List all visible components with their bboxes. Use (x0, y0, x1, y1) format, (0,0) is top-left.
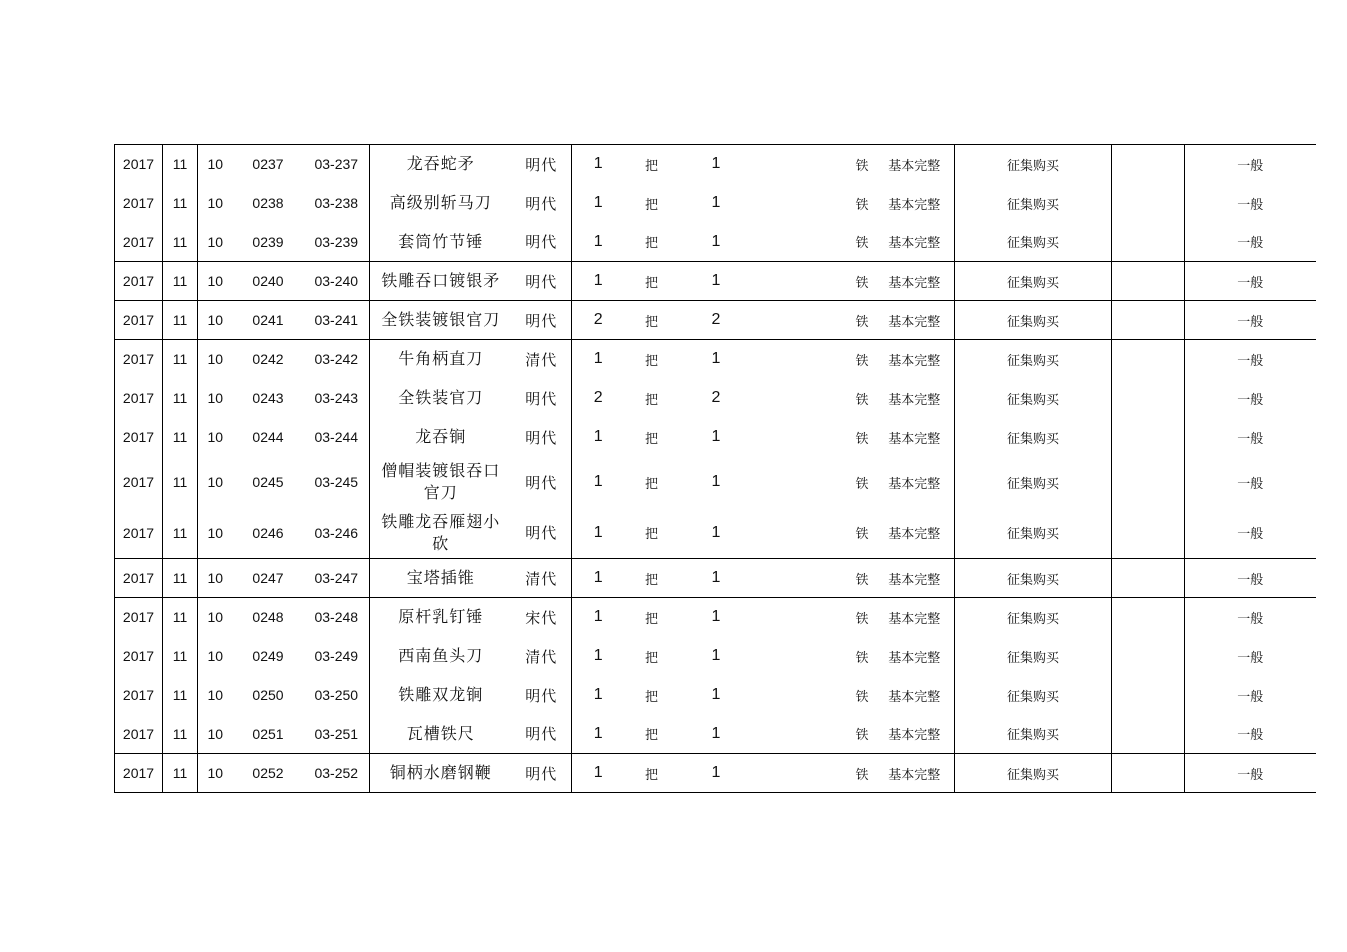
code-cell: 03-245 (314, 474, 359, 490)
grade-cell: 一般 (1185, 301, 1316, 340)
month-cell: 11 (163, 418, 198, 457)
spacer-cell (754, 262, 850, 301)
quantity-cell: 1 (572, 145, 625, 184)
dynasty-cell: 清代 (512, 340, 572, 379)
condition-cell: 基本完整 (875, 559, 955, 598)
code-cell: 03-237 (304, 145, 370, 184)
seq-cell: 0249 (252, 648, 284, 664)
condition-cell: 基本完整 (875, 598, 955, 637)
table-body (115, 145, 1316, 793)
spacer-cell (754, 559, 850, 598)
grade-cell: 一般 (1185, 457, 1316, 508)
year-cell: 2017 (115, 301, 163, 340)
material-cell: 铁 (855, 650, 869, 666)
quantity-cell: 2 (572, 379, 625, 418)
quantity-cell: 1 (572, 559, 625, 598)
dynasty-cell: 明代 (525, 725, 558, 744)
table-row (115, 598, 1316, 637)
code-cell: 03-238 (314, 195, 359, 211)
day-cell: 10 (198, 184, 233, 223)
inventory-sheet (114, 144, 1315, 793)
unit-cell: 把 (644, 650, 658, 666)
spacer-cell (754, 676, 850, 715)
grade-cell: 一般 (1185, 262, 1316, 301)
spacer-cell (754, 379, 850, 418)
name-cell: 铁雕吞口镀银矛 (370, 262, 512, 301)
seq-cell: 0239 (252, 233, 284, 250)
seq-cell: 0250 (252, 687, 284, 703)
condition-cell: 基本完整 (888, 392, 941, 408)
table-row (115, 340, 1316, 379)
spacer-cell (754, 223, 850, 262)
month-cell: 11 (163, 598, 198, 637)
quantity-cell: 1 (572, 715, 625, 754)
table-row (115, 262, 1316, 301)
month-cell: 11 (163, 301, 198, 340)
material-cell: 铁 (855, 728, 869, 744)
year-cell: 2017 (115, 184, 163, 223)
year-cell: 2017 (115, 457, 163, 508)
code-cell: 03-239 (314, 233, 359, 250)
condition-cell: 基本完整 (875, 145, 955, 184)
note-cell (1112, 145, 1185, 184)
seq-cell: 0252 (233, 754, 304, 793)
code-cell: 03-243 (314, 390, 359, 406)
month-cell: 11 (163, 340, 198, 379)
name-cell: 套筒竹节锤 (370, 223, 512, 262)
table-row (115, 637, 1316, 676)
note-cell (1112, 301, 1185, 340)
quantity-cell: 1 (572, 598, 625, 637)
year-cell: 2017 (115, 715, 163, 754)
name-cell: 僧帽装镀银吞口官刀 (370, 457, 512, 508)
condition-cell: 基本完整 (888, 527, 941, 543)
source-cell: 征集购买 (955, 262, 1112, 301)
seq-cell: 0242 (233, 340, 304, 379)
count-cell: 1 (679, 262, 754, 301)
grade-cell: 一般 (1185, 598, 1316, 637)
day-cell: 10 (198, 598, 233, 637)
seq-cell: 0245 (252, 474, 284, 490)
name-cell: 铁雕龙吞雁翅小砍 (370, 508, 512, 559)
unit-cell: 把 (625, 598, 679, 637)
material-cell: 铁 (855, 431, 869, 447)
material-cell: 铁 (850, 340, 875, 379)
source-cell: 征集购买 (955, 418, 1112, 457)
quantity-cell: 1 (572, 184, 625, 223)
table-row (115, 676, 1316, 715)
count-cell: 1 (679, 598, 754, 637)
count-cell: 1 (679, 145, 754, 184)
grade-cell: 一般 (1185, 676, 1316, 715)
seq-cell: 0241 (233, 301, 304, 340)
source-cell: 征集购买 (955, 754, 1112, 793)
material-cell: 铁 (850, 145, 875, 184)
quantity-cell: 1 (572, 340, 625, 379)
spacer-cell (754, 715, 850, 754)
spacer-cell (754, 340, 850, 379)
spacer-cell (754, 598, 850, 637)
material-cell: 铁 (855, 476, 869, 492)
name-cell: 龙吞蛇矛 (370, 145, 512, 184)
day-cell: 10 (198, 508, 233, 559)
source-cell: 征集购买 (955, 145, 1112, 184)
seq-cell: 0246 (252, 524, 284, 541)
name-cell: 铁雕双龙锏 (370, 676, 512, 715)
year-cell: 2017 (115, 418, 163, 457)
dynasty-cell: 明代 (525, 686, 558, 705)
quantity-cell: 1 (572, 754, 625, 793)
month-cell: 11 (163, 145, 198, 184)
code-cell: 03-249 (314, 648, 359, 664)
material-cell: 铁 (850, 301, 875, 340)
unit-cell: 把 (644, 689, 658, 705)
spacer-cell (754, 457, 850, 508)
code-cell: 03-242 (304, 340, 370, 379)
source-cell: 征集购买 (955, 301, 1112, 340)
grade-cell: 一般 (1185, 145, 1316, 184)
day-cell: 10 (198, 418, 233, 457)
day-cell: 10 (198, 145, 233, 184)
count-cell: 1 (679, 754, 754, 793)
grade-cell: 一般 (1185, 559, 1316, 598)
condition-cell: 基本完整 (888, 728, 941, 744)
year-cell: 2017 (115, 223, 163, 262)
grade-cell: 一般 (1185, 418, 1316, 457)
count-cell: 1 (711, 647, 721, 664)
name-cell: 原杆乳钉锤 (370, 598, 512, 637)
code-cell: 03-240 (304, 262, 370, 301)
table-row (115, 715, 1316, 754)
code-cell: 03-247 (304, 559, 370, 598)
grade-cell: 一般 (1185, 340, 1316, 379)
note-cell (1112, 754, 1185, 793)
code-cell: 03-241 (304, 301, 370, 340)
year-cell: 2017 (115, 340, 163, 379)
table-row (115, 379, 1316, 418)
year-cell: 2017 (115, 598, 163, 637)
condition-cell: 基本完整 (875, 340, 955, 379)
condition-cell: 基本完整 (888, 476, 941, 492)
unit-cell: 把 (625, 754, 679, 793)
dynasty-cell: 明代 (525, 524, 558, 543)
year-cell: 2017 (115, 637, 163, 676)
year-cell: 2017 (115, 754, 163, 793)
unit-cell: 把 (644, 728, 658, 744)
condition-cell: 基本完整 (875, 262, 955, 301)
name-cell: 瓦槽铁尺 (370, 715, 512, 754)
day-cell: 10 (198, 223, 233, 262)
grade-cell: 一般 (1185, 184, 1316, 223)
month-cell: 11 (163, 457, 198, 508)
seq-cell: 0248 (233, 598, 304, 637)
material-cell: 铁 (855, 236, 869, 252)
table-row (115, 754, 1316, 793)
dynasty-cell: 明代 (512, 754, 572, 793)
note-cell (1112, 262, 1185, 301)
material-cell: 铁 (850, 598, 875, 637)
spacer-cell (754, 145, 850, 184)
seq-cell: 0244 (252, 429, 284, 445)
year-cell: 2017 (115, 145, 163, 184)
day-cell: 10 (198, 637, 233, 676)
quantity-cell: 1 (572, 457, 625, 508)
dynasty-cell: 清代 (512, 559, 572, 598)
dynasty-cell: 明代 (525, 233, 558, 252)
name-cell: 全铁装镀银官刀 (370, 301, 512, 340)
unit-cell: 把 (625, 340, 679, 379)
source-cell: 征集购买 (955, 184, 1112, 223)
source-cell: 征集购买 (955, 379, 1112, 418)
seq-cell: 0243 (252, 390, 284, 406)
note-cell (1112, 184, 1185, 223)
month-cell: 11 (163, 262, 198, 301)
material-cell: 铁 (850, 262, 875, 301)
spacer-cell (754, 418, 850, 457)
quantity-cell: 1 (572, 418, 625, 457)
day-cell: 10 (198, 379, 233, 418)
count-cell: 1 (711, 523, 721, 541)
material-cell: 铁 (855, 689, 869, 705)
day-cell: 10 (198, 559, 233, 598)
count-cell: 1 (711, 724, 721, 742)
source-cell: 征集购买 (955, 715, 1112, 754)
material-cell: 铁 (855, 197, 869, 213)
unit-cell: 把 (625, 262, 679, 301)
spacer-cell (754, 301, 850, 340)
day-cell: 10 (198, 301, 233, 340)
count-cell: 2 (679, 301, 754, 340)
source-cell: 征集购买 (955, 676, 1112, 715)
name-cell: 高级别斩马刀 (370, 184, 512, 223)
unit-cell: 把 (644, 527, 658, 543)
day-cell: 10 (198, 676, 233, 715)
table-row (115, 145, 1316, 184)
count-cell: 1 (711, 428, 721, 445)
material-cell: 铁 (850, 559, 875, 598)
unit-cell: 把 (644, 476, 658, 492)
condition-cell: 基本完整 (888, 650, 941, 666)
note-cell (1112, 340, 1185, 379)
day-cell: 10 (198, 715, 233, 754)
year-cell: 2017 (115, 379, 163, 418)
month-cell: 11 (163, 676, 198, 715)
table-row (115, 508, 1316, 559)
day-cell: 10 (198, 457, 233, 508)
code-cell: 03-252 (304, 754, 370, 793)
grade-cell: 一般 (1185, 637, 1316, 676)
month-cell: 11 (163, 184, 198, 223)
grade-cell: 一般 (1185, 508, 1316, 559)
source-cell: 征集购买 (955, 457, 1112, 508)
dynasty-cell: 明代 (512, 301, 572, 340)
condition-cell: 基本完整 (888, 197, 941, 213)
material-cell: 铁 (855, 392, 869, 408)
dynasty-cell: 明代 (525, 194, 558, 213)
table-row (115, 418, 1316, 457)
note-cell (1112, 559, 1185, 598)
note-cell (1112, 418, 1185, 457)
name-cell: 龙吞锏 (370, 418, 512, 457)
seq-cell: 0247 (233, 559, 304, 598)
seq-cell: 0237 (233, 145, 304, 184)
quantity-cell: 1 (572, 262, 625, 301)
note-cell (1112, 676, 1185, 715)
code-cell: 03-244 (314, 429, 359, 445)
grade-cell: 一般 (1185, 715, 1316, 754)
dynasty-cell: 明代 (525, 473, 558, 492)
condition-cell: 基本完整 (875, 301, 955, 340)
condition-cell: 基本完整 (875, 754, 955, 793)
condition-cell: 基本完整 (888, 689, 941, 705)
table-row (115, 457, 1316, 508)
name-cell: 全铁装官刀 (370, 379, 512, 418)
dynasty-cell: 明代 (512, 262, 572, 301)
seq-cell: 0238 (252, 195, 284, 211)
dynasty-cell: 明代 (512, 145, 572, 184)
quantity-cell: 1 (572, 508, 625, 559)
name-cell: 宝塔插锥 (370, 559, 512, 598)
note-cell (1112, 508, 1185, 559)
month-cell: 11 (163, 754, 198, 793)
note-cell (1112, 457, 1185, 508)
month-cell: 11 (163, 508, 198, 559)
count-cell: 1 (711, 473, 721, 490)
quantity-cell: 1 (572, 637, 625, 676)
spacer-cell (754, 508, 850, 559)
spacer-cell (754, 637, 850, 676)
note-cell (1112, 598, 1185, 637)
count-cell: 2 (711, 389, 721, 406)
seq-cell: 0240 (233, 262, 304, 301)
dynasty-cell: 清代 (525, 647, 558, 666)
code-cell: 03-246 (314, 524, 359, 541)
inventory-table (114, 144, 1316, 793)
year-cell: 2017 (115, 676, 163, 715)
table-row (115, 223, 1316, 262)
quantity-cell: 1 (572, 223, 625, 262)
count-cell: 1 (711, 686, 721, 703)
unit-cell: 把 (644, 392, 658, 408)
source-cell: 征集购买 (955, 559, 1112, 598)
day-cell: 10 (198, 262, 233, 301)
source-cell: 征集购买 (955, 340, 1112, 379)
year-cell: 2017 (115, 262, 163, 301)
month-cell: 11 (163, 379, 198, 418)
spacer-cell (754, 754, 850, 793)
grade-cell: 一般 (1185, 379, 1316, 418)
source-cell: 征集购买 (955, 223, 1112, 262)
condition-cell: 基本完整 (888, 236, 941, 252)
material-cell: 铁 (850, 754, 875, 793)
seq-cell: 0251 (252, 725, 284, 742)
count-cell: 1 (711, 232, 721, 250)
dynasty-cell: 明代 (525, 428, 558, 447)
count-cell: 1 (679, 559, 754, 598)
unit-cell: 把 (625, 301, 679, 340)
day-cell: 10 (198, 754, 233, 793)
note-cell (1112, 715, 1185, 754)
code-cell: 03-250 (314, 687, 359, 703)
quantity-cell: 2 (572, 301, 625, 340)
unit-cell: 把 (625, 145, 679, 184)
source-cell: 征集购买 (955, 598, 1112, 637)
grade-cell: 一般 (1185, 223, 1316, 262)
day-cell: 10 (198, 340, 233, 379)
source-cell: 征集购买 (955, 508, 1112, 559)
dynasty-cell: 明代 (525, 389, 558, 408)
name-cell: 牛角柄直刀 (370, 340, 512, 379)
note-cell (1112, 223, 1185, 262)
count-cell: 1 (679, 340, 754, 379)
table-row (115, 301, 1316, 340)
dynasty-cell: 宋代 (512, 598, 572, 637)
unit-cell: 把 (625, 559, 679, 598)
unit-cell: 把 (644, 236, 658, 252)
unit-cell: 把 (644, 431, 658, 447)
year-cell: 2017 (115, 559, 163, 598)
code-cell: 03-248 (304, 598, 370, 637)
table-row (115, 184, 1316, 223)
note-cell (1112, 379, 1185, 418)
spacer-cell (754, 184, 850, 223)
name-cell: 西南鱼头刀 (370, 637, 512, 676)
material-cell: 铁 (855, 527, 869, 543)
table-row (115, 559, 1316, 598)
name-cell: 铜柄水磨钢鞭 (370, 754, 512, 793)
month-cell: 11 (163, 223, 198, 262)
note-cell (1112, 637, 1185, 676)
quantity-cell: 1 (572, 676, 625, 715)
unit-cell: 把 (644, 197, 658, 213)
year-cell: 2017 (115, 508, 163, 559)
month-cell: 11 (163, 559, 198, 598)
month-cell: 11 (163, 637, 198, 676)
code-cell: 03-251 (314, 725, 359, 742)
grade-cell: 一般 (1185, 754, 1316, 793)
month-cell: 11 (163, 715, 198, 754)
source-cell: 征集购买 (955, 637, 1112, 676)
count-cell: 1 (711, 194, 721, 211)
condition-cell: 基本完整 (888, 431, 941, 447)
